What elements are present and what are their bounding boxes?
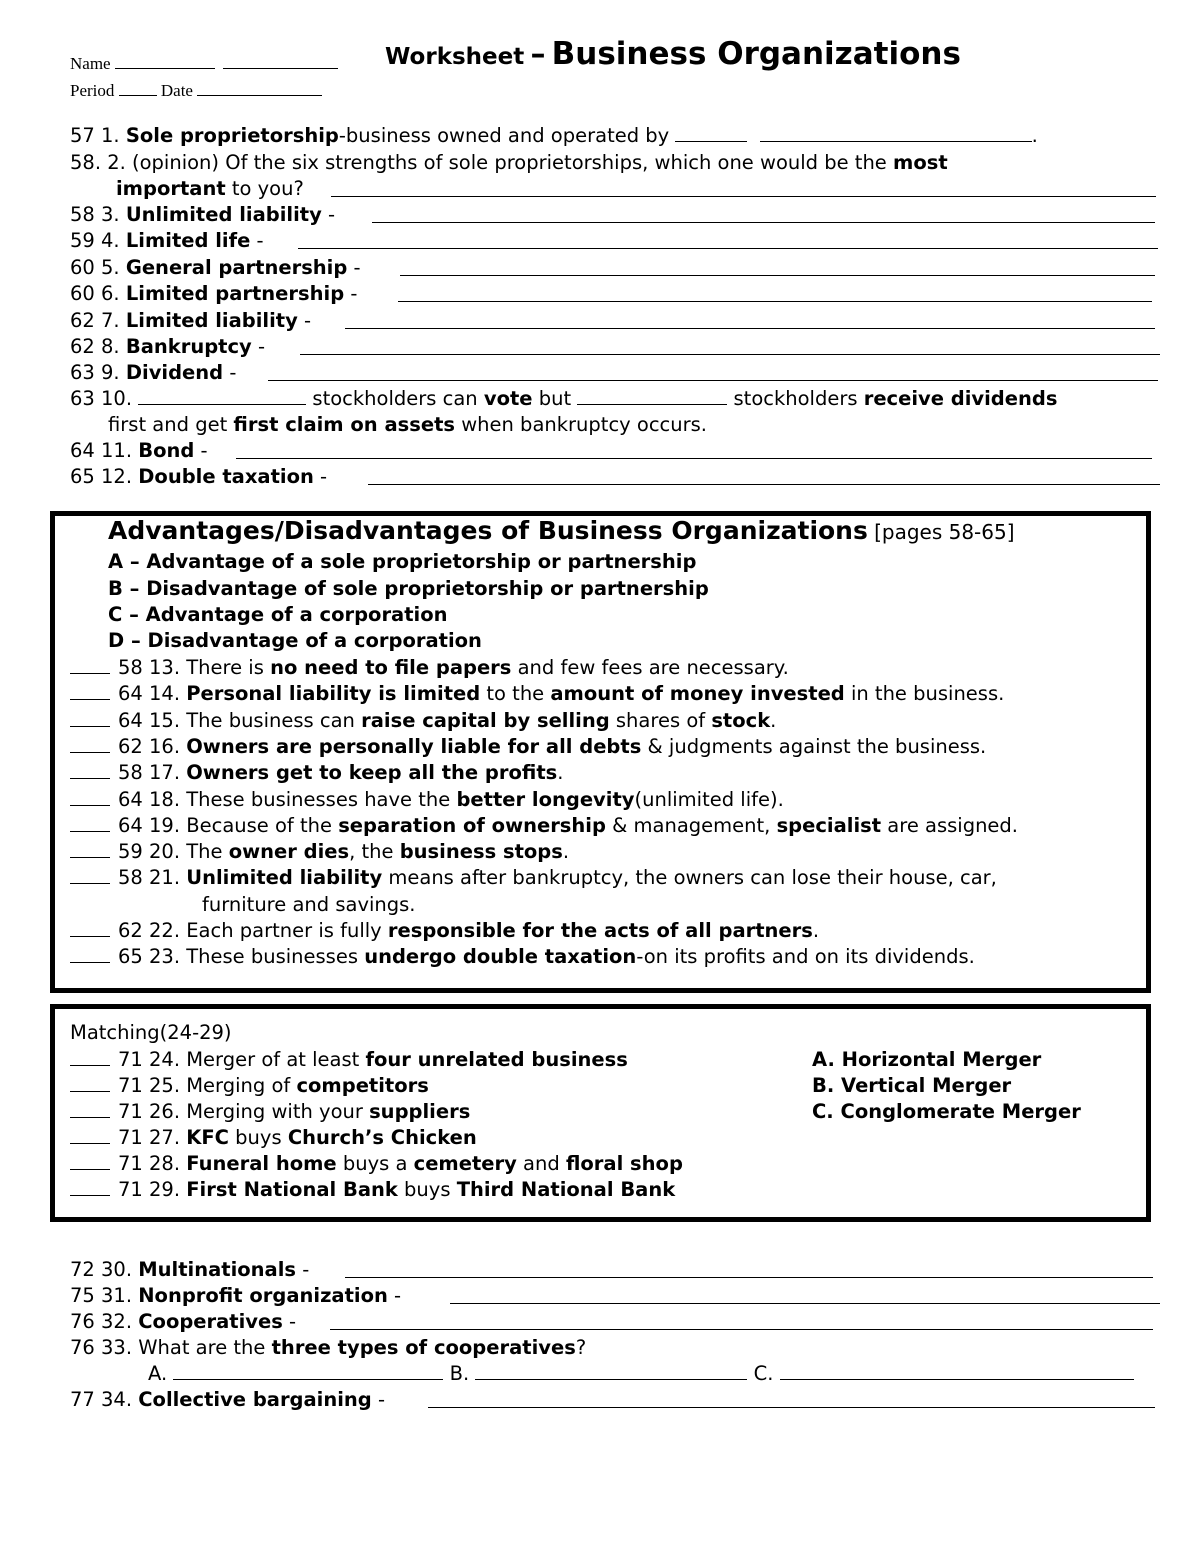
answer-blank[interactable]	[70, 681, 110, 700]
item-number: 71 25.	[118, 1074, 187, 1097]
question-2: 58. 2. (opinion) Of the six strengths of sole proprietorships, which one would be the most	[70, 151, 948, 174]
question-10: 63 10. stockholders can vote but stockholders receive dividends	[70, 387, 1058, 410]
item-text: buys	[397, 1178, 457, 1201]
item-bold-text: Funeral home	[186, 1152, 337, 1175]
item-text: These businesses have the	[186, 787, 457, 811]
answer-blank[interactable]	[70, 655, 110, 674]
key-c: C – Advantage of a corporation	[108, 603, 448, 626]
item-text: Merging with your	[186, 1100, 370, 1123]
item-bold-text: separation of ownership	[338, 813, 606, 837]
advantage-item	[70, 813, 1018, 839]
item-number: 64 18.	[118, 787, 187, 811]
title-dash: –	[530, 37, 546, 72]
answer-line[interactable]	[428, 1407, 1155, 1408]
answer-line[interactable]	[398, 301, 1152, 302]
question-34: 77 34. Collective bargaining -	[70, 1387, 1155, 1413]
item-bold-text: undergo double taxation	[364, 945, 637, 969]
question-1: 57 1. Sole proprietorship-business owned and operated by .	[70, 124, 1038, 147]
advantage-item	[70, 918, 819, 944]
item-bold-text: no need to file papers	[270, 656, 512, 679]
answer-blank[interactable]	[70, 839, 110, 858]
item-number: 71 24.	[118, 1048, 187, 1071]
question-5: 60 5. General partnership -	[70, 255, 1155, 281]
item-number: 58 17.	[118, 761, 187, 785]
item-bold-text: owner dies	[228, 840, 350, 864]
answer-line[interactable]	[268, 380, 1158, 381]
item-bold-text: cemetery	[413, 1152, 517, 1175]
item-number: 64 14.	[118, 682, 187, 706]
matching-title: Matching(24-29)	[70, 1021, 232, 1044]
item-text: and	[516, 1152, 566, 1175]
answer-blank[interactable]	[70, 1125, 110, 1144]
key-d: D – Disadvantage of a corporation	[108, 629, 482, 652]
item-bold-text: competitors	[296, 1074, 429, 1097]
answer-line[interactable]	[450, 1303, 1160, 1304]
answer-line[interactable]	[345, 1277, 1153, 1278]
item-text: .	[812, 919, 820, 942]
item-bold-text: better longevity	[456, 787, 635, 811]
item-bold-text: floral shop	[565, 1152, 683, 1175]
matching-item	[70, 1151, 683, 1177]
question-33: 76 33. What are the three types of cooperatives?	[70, 1336, 587, 1359]
item-number: 59 20.	[118, 840, 187, 864]
item-bold-text: raise capital by selling	[361, 708, 610, 732]
advantage-item	[70, 760, 563, 786]
name-field[interactable]	[70, 50, 338, 74]
option-a: A. Horizontal Merger	[812, 1048, 1042, 1071]
page-title	[385, 36, 961, 72]
answer-blank[interactable]	[70, 1073, 110, 1092]
answer-b-line[interactable]	[475, 1361, 747, 1380]
item-bold-text: suppliers	[369, 1100, 471, 1123]
item-text: .	[557, 761, 564, 785]
question-6: 60 6. Limited partnership -	[70, 281, 1152, 307]
key-b: B – Disadvantage of sole proprietorship or partnership	[108, 577, 709, 600]
item-text: Each partner is fully	[186, 919, 388, 942]
item-text: & management,	[605, 813, 777, 837]
matching-item	[70, 1047, 628, 1073]
item-bold-text: responsible for the acts of all partners	[387, 919, 813, 942]
item-text: These businesses	[186, 945, 365, 969]
matching-item	[70, 1073, 429, 1099]
item-bold-text: Owners get to keep all the profits	[186, 761, 558, 785]
name-label: Name	[70, 54, 111, 73]
answer-line[interactable]	[577, 386, 727, 405]
question-11: 64 11. Bond -	[70, 438, 1152, 464]
answer-blank[interactable]	[70, 813, 110, 832]
matching-item	[70, 1177, 675, 1203]
answer-line[interactable]	[236, 458, 1152, 459]
answer-a-line[interactable]	[173, 1361, 443, 1380]
item-bold-text: Unlimited liability	[186, 866, 383, 890]
answer-line[interactable]	[298, 248, 1158, 249]
item-text: to the	[480, 682, 551, 706]
date-label: Date	[160, 81, 193, 100]
date-line[interactable]	[197, 77, 322, 96]
period-date-field	[70, 77, 322, 101]
answer-blank[interactable]	[70, 944, 110, 963]
matching-item	[70, 1125, 477, 1151]
question-3: 58 3. Unlimited liability -	[70, 202, 1155, 228]
item-text: means after bankruptcy, the owners can lose their house, car,	[382, 866, 997, 890]
item-bold-text: Third National Bank	[456, 1178, 676, 1201]
item-text: (unlimited life).	[634, 787, 784, 811]
advantage-item	[70, 787, 784, 813]
advantage-item	[70, 681, 1004, 707]
key-a: A – Advantage of a sole proprietorship or partnership	[108, 550, 697, 573]
answer-blank[interactable]	[70, 918, 110, 937]
answer-blank[interactable]	[70, 1177, 110, 1196]
item-text: buys	[228, 1126, 288, 1149]
answer-line[interactable]	[675, 123, 747, 142]
item-bold-text: specialist	[776, 813, 882, 837]
period-line[interactable]	[119, 77, 157, 96]
period-label: Period	[70, 81, 115, 100]
advantage-item	[70, 734, 986, 760]
question-33-answers: A. B. C.	[148, 1361, 1134, 1387]
answer-blank[interactable]	[70, 1099, 110, 1118]
item-number: 58 13.	[118, 656, 187, 679]
answer-blank[interactable]	[70, 734, 110, 753]
item-number: 71 27.	[118, 1126, 187, 1149]
item-text: , the	[349, 840, 400, 864]
item-text: furniture and savings.	[202, 892, 416, 916]
answer-line[interactable]	[372, 222, 1155, 223]
item-bold-text: four unrelated business	[365, 1048, 628, 1071]
answer-line[interactable]	[368, 484, 1160, 485]
item-number: 71 28.	[118, 1152, 187, 1175]
answer-blank[interactable]	[70, 1047, 110, 1066]
advantages-title: Advantages/Disadvantages of Business Organizations [pages 58-65]	[108, 516, 1015, 545]
item-number: 62 22.	[118, 919, 187, 942]
item-number: 62 16.	[118, 734, 187, 758]
name-line-2[interactable]	[223, 50, 338, 69]
term: Sole proprietorship	[125, 124, 339, 147]
item-text: Because of the	[186, 813, 339, 837]
answer-blank[interactable]	[70, 1151, 110, 1170]
item-text: The business can	[186, 708, 362, 732]
advantage-item	[202, 892, 416, 918]
answer-blank[interactable]	[70, 760, 110, 779]
question-9: 63 9. Dividend -	[70, 360, 1158, 386]
item-text: Merging of	[186, 1074, 297, 1097]
item-text: in the business.	[844, 682, 1005, 706]
item-bold-text: Church’s Chicken	[287, 1126, 477, 1149]
item-bold-text: stock	[711, 708, 771, 732]
advantage-item	[70, 708, 776, 734]
item-text: The	[186, 840, 229, 864]
question-31: 75 31. Nonprofit organization -	[70, 1283, 1160, 1309]
item-bold-text: First National Bank	[186, 1178, 398, 1201]
item-number: 71 29.	[118, 1178, 187, 1201]
item-bold-text: amount of money invested	[550, 682, 845, 706]
advantage-item	[70, 655, 789, 681]
item-bold-text: Personal liability is limited	[186, 682, 481, 706]
item-text: Merger of at least	[186, 1048, 366, 1071]
item-text: There is	[186, 656, 271, 679]
answer-blank[interactable]	[70, 787, 110, 806]
answer-line[interactable]	[760, 123, 1032, 142]
name-line-1[interactable]	[115, 50, 215, 69]
advantage-item	[70, 865, 997, 891]
answer-blank[interactable]	[70, 865, 110, 884]
item-text: .	[770, 708, 777, 732]
answer-line[interactable]	[345, 328, 1155, 329]
title-main: Business Organizations	[551, 36, 961, 72]
item-bold-text: business stops	[399, 840, 563, 864]
item-text: and few fees are necessary.	[511, 656, 789, 679]
item-number: 58 21.	[118, 866, 187, 890]
question-30: 72 30. Multinationals -	[70, 1257, 1153, 1283]
item-number: 64 15.	[118, 708, 187, 732]
item-text: buys a	[336, 1152, 414, 1175]
answer-line[interactable]	[300, 354, 1160, 355]
item-number: 64 19.	[118, 813, 187, 837]
question-2-cont: important to you?	[116, 176, 1156, 202]
answer-blank[interactable]	[70, 708, 110, 727]
question-32: 76 32. Cooperatives -	[70, 1309, 1153, 1335]
item-bold-text: Owners are personally liable for all debts	[186, 734, 642, 758]
question-12: 65 12. Double taxation -	[70, 464, 1160, 490]
advantage-item	[70, 839, 569, 865]
answer-c-line[interactable]	[780, 1361, 1134, 1380]
option-b: B. Vertical Merger	[812, 1074, 1012, 1097]
question-7: 62 7. Limited liability -	[70, 308, 1155, 334]
item-number: 65 23.	[118, 945, 187, 969]
item-bold-text: KFC	[186, 1126, 229, 1149]
advantage-item	[70, 944, 975, 970]
item-text: shares of	[609, 708, 712, 732]
item-text: are assigned.	[881, 813, 1019, 837]
question-10-cont: first and get first claim on assets when bankruptcy occurs.	[108, 413, 708, 436]
title-prefix: Worksheet	[385, 44, 525, 70]
answer-line[interactable]	[331, 196, 1156, 197]
item-text: .	[562, 840, 570, 864]
option-c: C. Conglomerate Merger	[812, 1100, 1081, 1123]
item-text: -on its profits and on its dividends.	[636, 945, 975, 969]
item-text: & judgments against the business.	[641, 734, 987, 758]
answer-line[interactable]	[138, 386, 306, 405]
answer-line[interactable]	[400, 275, 1155, 276]
matching-item	[70, 1099, 470, 1125]
question-8: 62 8. Bankruptcy -	[70, 334, 1160, 360]
item-number: 71 26.	[118, 1100, 187, 1123]
question-4: 59 4. Limited life -	[70, 228, 1158, 254]
answer-line[interactable]	[330, 1329, 1153, 1330]
